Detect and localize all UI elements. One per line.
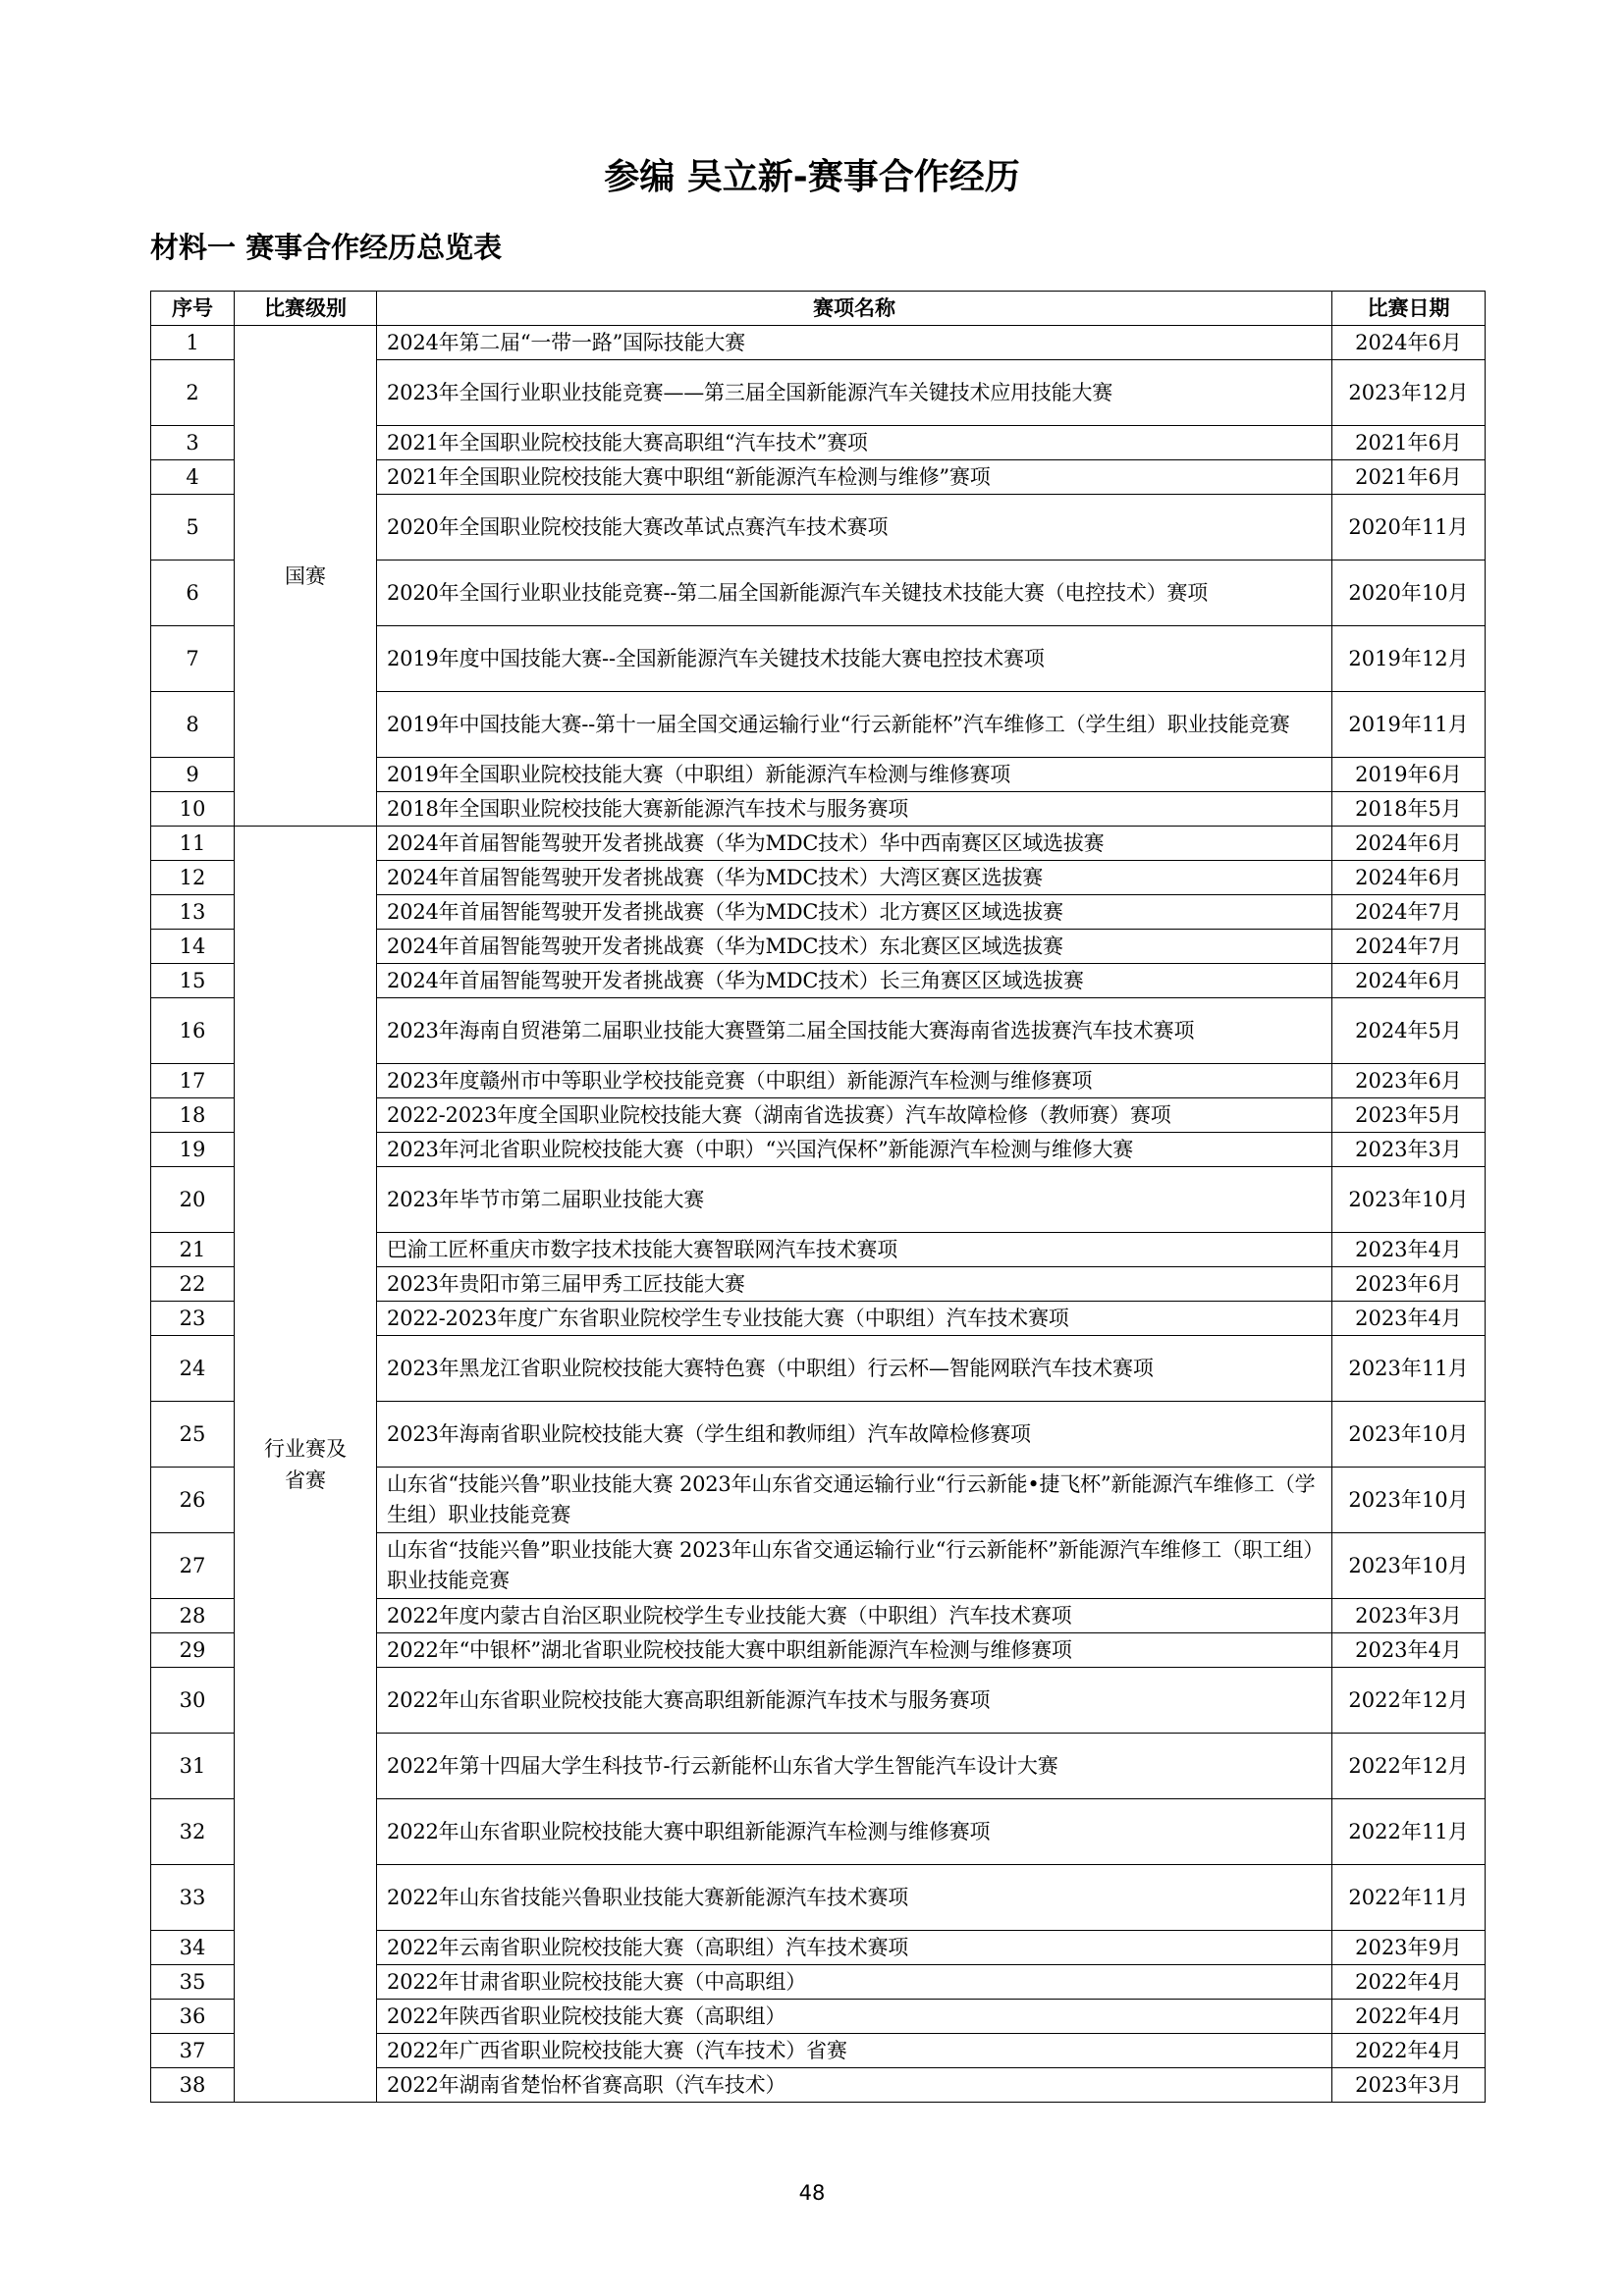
competition-date: 2023年12月 — [1332, 360, 1486, 426]
row-number: 25 — [151, 1402, 235, 1468]
competition-name: 2022年甘肃省职业院校技能大赛（中高职组） — [377, 1965, 1332, 2000]
header-name: 赛项名称 — [377, 292, 1332, 326]
competition-date: 2023年3月 — [1332, 2068, 1486, 2103]
competition-date: 2022年11月 — [1332, 1865, 1486, 1931]
table-row — [151, 326, 1486, 360]
competition-date: 2022年4月 — [1332, 2000, 1486, 2034]
row-number: 8 — [151, 692, 235, 758]
competition-date: 2023年5月 — [1332, 1098, 1486, 1133]
row-number: 9 — [151, 758, 235, 792]
competition-name: 2019年全国职业院校技能大赛（中职组）新能源汽车检测与维修赛项 — [377, 758, 1332, 792]
row-number: 23 — [151, 1302, 235, 1336]
row-number: 36 — [151, 2000, 235, 2034]
row-number: 1 — [151, 326, 235, 360]
competition-name: 2024年第二届“一带一路”国际技能大赛 — [377, 326, 1332, 360]
row-number: 30 — [151, 1668, 235, 1734]
competition-date: 2022年4月 — [1332, 1965, 1486, 2000]
competition-name: 2023年度赣州市中等职业学校技能竞赛（中职组）新能源汽车检测与维修赛项 — [377, 1064, 1332, 1098]
competition-date: 2020年10月 — [1332, 561, 1486, 626]
competition-date: 2020年11月 — [1332, 495, 1486, 561]
competition-name: 巴渝工匠杯重庆市数字技术技能大赛智联网汽车技术赛项 — [377, 1233, 1332, 1267]
competition-date: 2024年6月 — [1332, 827, 1486, 861]
row-number: 37 — [151, 2034, 235, 2068]
row-number: 34 — [151, 1931, 235, 1965]
row-number: 3 — [151, 426, 235, 460]
row-number: 29 — [151, 1633, 235, 1668]
competition-name: 2022-2023年度广东省职业院校学生专业技能大赛（中职组）汽车技术赛项 — [377, 1302, 1332, 1336]
competition-name: 2024年首届智能驾驶开发者挑战赛（华为MDC技术）长三角赛区区域选拔赛 — [377, 964, 1332, 998]
competition-date: 2024年7月 — [1332, 895, 1486, 930]
row-number: 12 — [151, 861, 235, 895]
header-level: 比赛级别 — [235, 292, 377, 326]
competition-name: 2022年第十四届大学生科技节-行云新能杯山东省大学生智能汽车设计大赛 — [377, 1734, 1332, 1799]
competition-name: 2019年度中国技能大赛--全国新能源汽车关键技术技能大赛电控技术赛项 — [377, 626, 1332, 692]
page-number: 48 — [798, 2181, 826, 2205]
competition-name: 山东省“技能兴鲁”职业技能大赛 2023年山东省交通运输行业“行云新能杯”新能源汽车维修工（职工组）职业技能竞赛 — [377, 1533, 1332, 1599]
competition-date: 2023年4月 — [1332, 1233, 1486, 1267]
table-row — [151, 827, 1486, 861]
competition-name: 2022年山东省技能兴鲁职业技能大赛新能源汽车技术赛项 — [377, 1865, 1332, 1931]
competition-name: 2022年广西省职业院校技能大赛（汽车技术）省赛 — [377, 2034, 1332, 2068]
table-header-row — [151, 292, 1486, 326]
competition-name: 2024年首届智能驾驶开发者挑战赛（华为MDC技术）华中西南赛区区域选拔赛 — [377, 827, 1332, 861]
row-number: 28 — [151, 1599, 235, 1633]
competition-name: 2022-2023年度全国职业院校技能大赛（湖南省选拔赛）汽车故障检修（教师赛）赛项 — [377, 1098, 1332, 1133]
row-number: 14 — [151, 930, 235, 964]
competition-date: 2023年4月 — [1332, 1633, 1486, 1668]
row-number: 19 — [151, 1133, 235, 1167]
competition-date: 2023年3月 — [1332, 1133, 1486, 1167]
row-number: 17 — [151, 1064, 235, 1098]
competition-date: 2021年6月 — [1332, 460, 1486, 495]
competition-date: 2019年12月 — [1332, 626, 1486, 692]
page-title: 参编 吴立新-赛事合作经历 — [604, 157, 1020, 197]
row-number: 20 — [151, 1167, 235, 1233]
competition-date: 2024年5月 — [1332, 998, 1486, 1064]
competition-date: 2023年11月 — [1332, 1336, 1486, 1402]
row-number: 27 — [151, 1533, 235, 1599]
competition-name: 2023年河北省职业院校技能大赛（中职）“兴国汽保杯”新能源汽车检测与维修大赛 — [377, 1133, 1332, 1167]
header-no: 序号 — [151, 292, 235, 326]
row-number: 6 — [151, 561, 235, 626]
row-number: 26 — [151, 1468, 235, 1533]
competition-name: 2022年云南省职业院校技能大赛（高职组）汽车技术赛项 — [377, 1931, 1332, 1965]
competition-name: 2023年海南自贸港第二届职业技能大赛暨第二届全国技能大赛海南省选拔赛汽车技术赛项 — [377, 998, 1332, 1064]
competition-date: 2019年11月 — [1332, 692, 1486, 758]
competition-date: 2023年10月 — [1332, 1468, 1486, 1533]
row-number: 7 — [151, 626, 235, 692]
competition-date: 2024年7月 — [1332, 930, 1486, 964]
competition-date: 2019年6月 — [1332, 758, 1486, 792]
competition-date: 2024年6月 — [1332, 964, 1486, 998]
competition-name: 2024年首届智能驾驶开发者挑战赛（华为MDC技术）东北赛区区域选拔赛 — [377, 930, 1332, 964]
competition-name: 2021年全国职业院校技能大赛中职组“新能源汽车检测与维修”赛项 — [377, 460, 1332, 495]
competition-date: 2024年6月 — [1332, 326, 1486, 360]
competition-table — [150, 291, 1486, 2103]
level-cell: 国赛 — [235, 326, 377, 827]
competition-name: 2023年黑龙江省职业院校技能大赛特色赛（中职组）行云杯—智能网联汽车技术赛项 — [377, 1336, 1332, 1402]
competition-date: 2023年4月 — [1332, 1302, 1486, 1336]
competition-date: 2024年6月 — [1332, 861, 1486, 895]
competition-name: 2022年度内蒙古自治区职业院校学生专业技能大赛（中职组）汽车技术赛项 — [377, 1599, 1332, 1633]
competition-date: 2023年9月 — [1332, 1931, 1486, 1965]
competition-name: 2022年湖南省楚怡杯省赛高职（汽车技术） — [377, 2068, 1332, 2103]
competition-date: 2023年6月 — [1332, 1267, 1486, 1302]
row-number: 24 — [151, 1336, 235, 1402]
row-number: 33 — [151, 1865, 235, 1931]
competition-name: 2023年海南省职业院校技能大赛（学生组和教师组）汽车故障检修赛项 — [377, 1402, 1332, 1468]
row-number: 4 — [151, 460, 235, 495]
competition-date: 2023年3月 — [1332, 1599, 1486, 1633]
competition-name: 2023年毕节市第二届职业技能大赛 — [377, 1167, 1332, 1233]
competition-date: 2022年12月 — [1332, 1668, 1486, 1734]
row-number: 13 — [151, 895, 235, 930]
competition-date: 2023年10月 — [1332, 1402, 1486, 1468]
competition-name: 2020年全国职业院校技能大赛改革试点赛汽车技术赛项 — [377, 495, 1332, 561]
row-number: 2 — [151, 360, 235, 426]
competition-date: 2022年12月 — [1332, 1734, 1486, 1799]
row-number: 35 — [151, 1965, 235, 2000]
competition-date: 2023年10月 — [1332, 1167, 1486, 1233]
row-number: 18 — [151, 1098, 235, 1133]
competition-name: 2019年中国技能大赛--第十一届全国交通运输行业“行云新能杯”汽车维修工（学生组）职业技能竞赛 — [377, 692, 1332, 758]
row-number: 21 — [151, 1233, 235, 1267]
competition-date: 2021年6月 — [1332, 426, 1486, 460]
competition-name: 2022年山东省职业院校技能大赛高职组新能源汽车技术与服务赛项 — [377, 1668, 1332, 1734]
row-number: 10 — [151, 792, 235, 827]
competition-name: 2024年首届智能驾驶开发者挑战赛（华为MDC技术）大湾区赛区选拔赛 — [377, 861, 1332, 895]
row-number: 32 — [151, 1799, 235, 1865]
row-number: 5 — [151, 495, 235, 561]
competition-date: 2023年6月 — [1332, 1064, 1486, 1098]
row-number: 31 — [151, 1734, 235, 1799]
row-number: 38 — [151, 2068, 235, 2103]
competition-date: 2023年10月 — [1332, 1533, 1486, 1599]
section-title: 材料一 赛事合作经历总览表 — [150, 231, 503, 264]
competition-date: 2022年4月 — [1332, 2034, 1486, 2068]
competition-name: 2018年全国职业院校技能大赛新能源汽车技术与服务赛项 — [377, 792, 1332, 827]
competition-date: 2018年5月 — [1332, 792, 1486, 827]
header-date: 比赛日期 — [1332, 292, 1486, 326]
competition-name: 2023年全国行业职业技能竞赛——第三届全国新能源汽车关键技术应用技能大赛 — [377, 360, 1332, 426]
competition-name: 2021年全国职业院校技能大赛高职组“汽车技术”赛项 — [377, 426, 1332, 460]
competition-name: 2024年首届智能驾驶开发者挑战赛（华为MDC技术）北方赛区区域选拔赛 — [377, 895, 1332, 930]
row-number: 11 — [151, 827, 235, 861]
competition-name: 山东省“技能兴鲁”职业技能大赛 2023年山东省交通运输行业“行云新能•捷飞杯”新能源汽车维修工（学生组）职业技能竞赛 — [377, 1468, 1332, 1533]
competition-name: 2022年陕西省职业院校技能大赛（高职组） — [377, 2000, 1332, 2034]
competition-name: 2022年山东省职业院校技能大赛中职组新能源汽车检测与维修赛项 — [377, 1799, 1332, 1865]
level-cell: 行业赛及省赛 — [235, 827, 377, 2103]
competition-date: 2022年11月 — [1332, 1799, 1486, 1865]
competition-name: 2022年“中银杯”湖北省职业院校技能大赛中职组新能源汽车检测与维修赛项 — [377, 1633, 1332, 1668]
row-number: 22 — [151, 1267, 235, 1302]
competition-name: 2023年贵阳市第三届甲秀工匠技能大赛 — [377, 1267, 1332, 1302]
row-number: 16 — [151, 998, 235, 1064]
competition-name: 2020年全国行业职业技能竞赛--第二届全国新能源汽车关键技术技能大赛（电控技术）赛项 — [377, 561, 1332, 626]
row-number: 15 — [151, 964, 235, 998]
